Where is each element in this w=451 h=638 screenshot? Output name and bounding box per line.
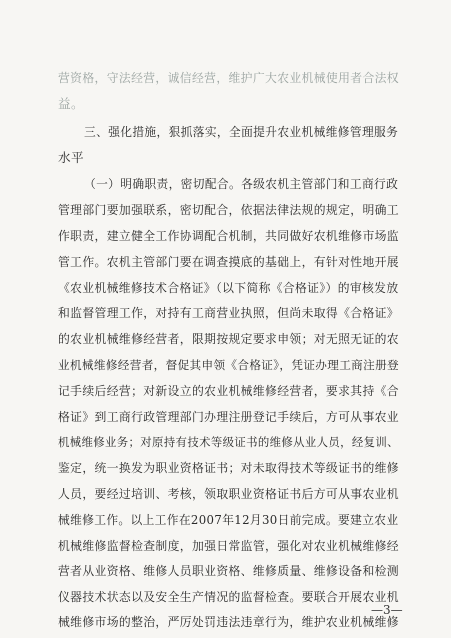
text-line: 仪器技术状态以及安全生产情况的监督检查。要联合开展农业机 bbox=[58, 590, 399, 604]
text-line: 人员，要经过培训、考核，领取职业资格证书后方可从事农业机 bbox=[58, 487, 399, 501]
text-line: 械维修市场的整治，严厉处罚违法违章行为，维护农业机械维修 bbox=[58, 615, 399, 629]
text-line: 营者从业资格、维修人员职业资格、维修质量、维修设备和检测 bbox=[58, 564, 399, 578]
text-line: 营资格，守法经营，诚信经营，维护广大农业机械使用者合法权 bbox=[58, 71, 399, 85]
section-heading: 三、强化措施，狠抓落实，全面提升农业机械维修管理服务 bbox=[84, 125, 399, 139]
text-line: 作职责，建立健全工作协调配合机制，共同做好农机维修市场监 bbox=[58, 229, 399, 243]
text-line: 记手续后经营；对新设立的农业机械维修经营者，要求其持《合 bbox=[58, 384, 399, 398]
text-line: 和监督管理工作，对持有工商营业执照，但尚未取得《合格证》 bbox=[58, 306, 399, 320]
section-heading-continued: 水平 bbox=[58, 150, 84, 165]
text-line: 管工作。农机主管部门要在调查摸底的基础上，有针对性地开展 bbox=[58, 255, 399, 269]
text-line: 械维修工作。以上工作在2007年12月30日前完成。要建立农业 bbox=[58, 513, 399, 527]
text-line: 机械维修业务；对原持有技术等级证书的维修从业人员，经复训、 bbox=[58, 435, 399, 449]
text-line: 鉴定，统一换发为职业资格证书；对未取得技术等级证书的维修 bbox=[58, 461, 399, 475]
text-line: 的农业机械维修经营者，限期按规定要求申领；对无照无证的农 bbox=[58, 332, 399, 346]
text-line: 《农业机械维修技术合格证》（以下简称《合格证》）的审核发放 bbox=[58, 281, 399, 295]
text-line: （一）明确职责，密切配合。各级农机主管部门和工商行政 bbox=[84, 177, 399, 191]
page-number: —3— bbox=[371, 603, 403, 617]
text-line: 格证》到工商行政管理部门办理注册登记手续后，方可从事农业 bbox=[58, 410, 399, 424]
text-line: 益。 bbox=[58, 96, 84, 111]
text-line: 机械维修监督检查制度，加强日常监管，强化对农业机械维修经 bbox=[58, 539, 399, 553]
text-line: 业机械维修经营者，督促其申领《合格证》，凭证办理工商注册登 bbox=[58, 358, 400, 372]
text-line: 管理部门要加强联系，密切配合，依据法律法规的规定，明确工 bbox=[58, 203, 399, 217]
